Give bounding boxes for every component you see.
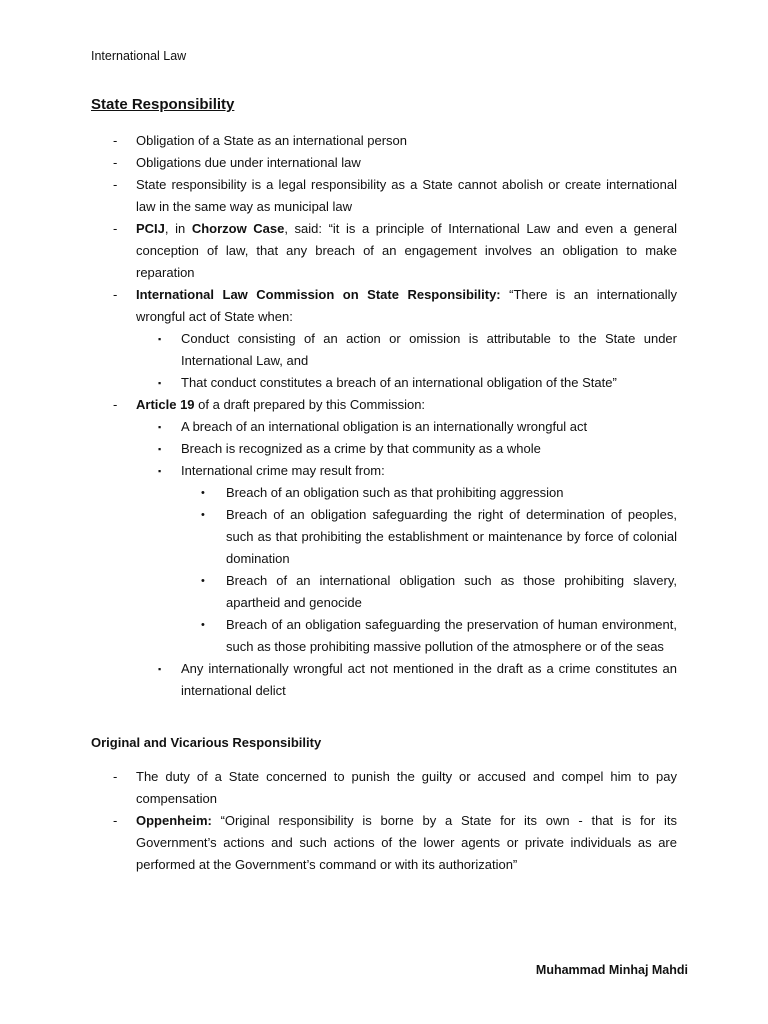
page-header: International Law: [91, 49, 187, 63]
sub-list-item: [136, 438, 677, 460]
square-bullet-icon: ▪: [158, 444, 162, 454]
item-bold: Oppenheim:: [136, 813, 212, 828]
item-text: Obligations due under international law: [136, 155, 361, 170]
dash-marker: -: [113, 155, 118, 170]
square-bullet-icon: ▪: [158, 466, 162, 476]
item-bold: International Law Commission on State Responsibility:: [136, 287, 501, 302]
item-text: That conduct constitutes a breach of an international obligation of the State”: [181, 375, 617, 390]
dash-marker: -: [113, 769, 118, 784]
sub-list-item: [136, 372, 677, 394]
list-item: [91, 810, 677, 876]
square-bullet-icon: ▪: [158, 422, 162, 432]
section-heading: Original and Vicarious Responsibility: [91, 735, 322, 750]
sub-sub-list: [181, 482, 677, 658]
list-item: [91, 152, 677, 174]
list-item: [91, 174, 677, 218]
sub-sub-list-item: [181, 614, 677, 658]
list-item: [91, 766, 677, 810]
dash-marker: -: [113, 397, 118, 412]
item-text: “Original responsibility is borne by a State for its own - that is for its Government’s actions and such actions of the lower agents or private individuals as are performed at the Government’s command or with its authorization”: [136, 813, 677, 872]
round-bullet-icon: •: [201, 619, 205, 631]
square-bullet-icon: ▪: [158, 334, 162, 344]
sub-list-item: [136, 416, 677, 438]
item-text: , said: “it is a principle of International Law and even a general conception of law, that any breach of an engagement involves an obligation to make reparation: [136, 221, 677, 280]
item-text: Breach of an obligation such as that prohibiting aggression: [226, 485, 564, 500]
round-bullet-icon: •: [201, 509, 205, 521]
dash-marker: -: [113, 177, 118, 192]
sub-list: [136, 328, 677, 394]
item-text: Any internationally wrongful act not mentioned in the draft as a crime constitutes an international delict: [181, 661, 677, 698]
vicarious-list: [91, 766, 677, 876]
item-text: of a draft prepared by this Commission:: [194, 397, 426, 412]
round-bullet-icon: •: [201, 575, 205, 587]
item-text: “There is an internationally wrongful act of State when:: [136, 287, 677, 324]
author-footer: Muhammad Minhaj Mahdi: [535, 963, 688, 977]
item-text: Obligation of a State as an international person: [136, 133, 408, 148]
item-bold: PCIJ: [136, 221, 165, 236]
round-bullet-icon: •: [201, 487, 205, 499]
item-text: Breach of an obligation safeguarding the preservation of human environment, such as those prohibiting massive pollution of the atmosphere or of the seas: [226, 617, 677, 654]
responsibility-list: [91, 130, 677, 702]
dash-marker: -: [113, 813, 118, 828]
list-item: [91, 218, 677, 284]
dash-marker: -: [113, 221, 118, 236]
item-text: The duty of a State concerned to punish the guilty or accused and compel him to pay compensation: [136, 769, 677, 806]
sub-sub-list-item: [181, 570, 677, 614]
item-text: State responsibility is a legal responsibility as a State cannot abolish or create international law in the same way as municipal law: [136, 177, 677, 214]
square-bullet-icon: ▪: [158, 664, 162, 674]
sub-list-item: [136, 328, 677, 372]
item-text: Breach is recognized as a crime by that community as a whole: [181, 441, 541, 456]
list-item: [91, 394, 677, 702]
item-text: Breach of an obligation safeguarding the right of determination of peoples, such as that prohibiting the establishment or maintenance by force of colonial domination: [226, 507, 677, 566]
square-bullet-icon: ▪: [158, 378, 162, 388]
item-text: Breach of an international obligation such as those prohibiting slavery, apartheid and genocide: [226, 573, 677, 610]
item-text: , in: [164, 221, 192, 236]
list-item: [91, 130, 677, 152]
sub-list-item: [136, 460, 677, 658]
sub-list: [136, 416, 677, 702]
sub-list-item: [136, 658, 677, 702]
list-item: [91, 284, 677, 394]
dash-marker: -: [113, 133, 118, 148]
dash-marker: -: [113, 287, 118, 302]
item-bold: Article 19: [136, 397, 195, 412]
item-bold: Chorzow Case: [191, 221, 285, 236]
page-title: State Responsibility: [91, 96, 235, 113]
item-text: International crime may result from:: [181, 463, 385, 478]
sub-sub-list-item: [181, 482, 677, 504]
sub-sub-list-item: [181, 504, 677, 570]
item-text: Conduct consisting of an action or omission is attributable to the State under International Law, and: [181, 331, 677, 368]
item-text: A breach of an international obligation is an internationally wrongful act: [181, 419, 588, 434]
